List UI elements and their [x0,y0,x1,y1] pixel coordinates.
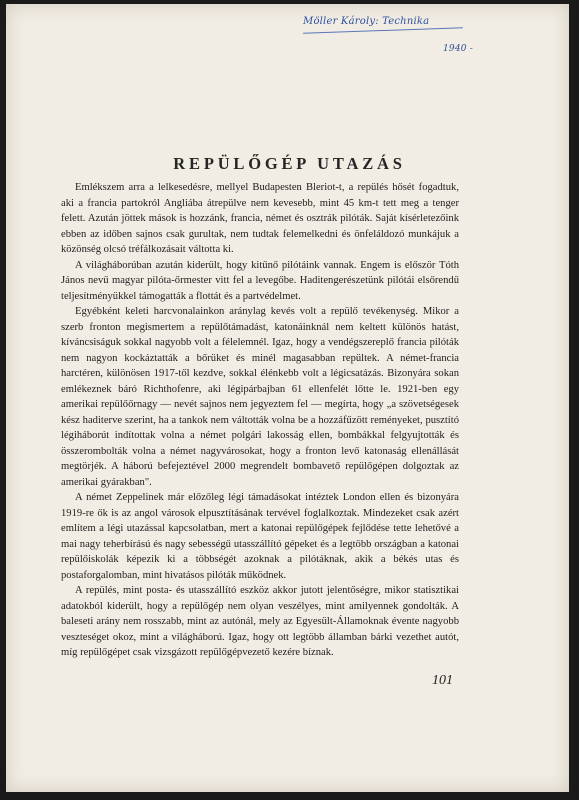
handwritten-note: Möller Károly: Technika [303,16,430,27]
page-number: 101 [432,673,453,688]
paragraph-1: Emlékszem arra a lelkesedésre, mellyel Budapesten Bleriot-t, a repülés hősét fogadtuk, aki a francia partokról Angliába átrepülve nem kevesebb, mint 45 km-t tett meg a tenger felett. Azután jöttek mások is hozzánk, francia, német és osztrák pilóták. Saját kísérletezőink ebben az időben sajnos csak gurultak, nem tudtak felemelkedni és önfeláldozó munkájuk a közönség olcsó tréfálkozásait váltotta ki. [61,182,459,255]
handwritten-underline [303,27,463,34]
paragraph-5: A repülés, mint posta- és utasszállító eszköz akkor jutott jelentőségre, mikor statisztikai adatokból kiderült, hogy a repülőgép nem olyan veszélyes, mint amilyennek gondolták. A baleseti arány nem rosszabb, mint az autónál, mely az Egyesült-Államoknak évente nagyobb veszteséget okoz, mint a világháború. Igaz, hogy ott legtöbb államban bárki vezethet autót, míg repülőgépet csak vizsgázott repülőgépvezető kezére bíznak. [61,585,459,658]
page-title: REPÜLŐGÉP UTAZÁS [173,154,406,173]
paragraph-4: A német Zeppelinek már előzőleg légi támadásokat intéztek London ellen és bizonyára 1919-re ők is az angol városok elpusztításának tervével foglalkoztak. Mindezeket csak azért említem a légi utazással kapcsolatban, mert a katonai repülőgépek fejlődése tette lehetővé a mai nagy teherbírású és nagy sebességű utasszállító gépeket és a legtöbb országban a katonai repülőiskolák képezik ki a többségét azoknak a pilótáknak, akik a békés utas és postaforgalomban, mint hivatásos pilóták működnek. [61,492,459,581]
article-body [61,180,459,661]
paragraph-2: A világháborúban azután kiderült, hogy kitűnő pilótáink vannak. Engem is először Tóth János nevű magyar pilóta-őrmester vitt fel a levegőbe. Haditengerészetünk pilótái elsőrendű teljesítményükkel támogatták a flottát és a partvédelmet. [61,259,459,302]
handwritten-year: 1940 - [443,44,474,54]
paragraph-3: Egyébként keleti harcvonalainkon aránylag kevés volt a repülő tevékenység. Mikor a szerb fronton megismertem a repülőtámadást, katonáinknál nem keltett különös hatást, kíváncsiságuk sokkal nagyobb volt a félelemnél. Igaz, hogy a vendégszereplő francia pilóták nem nagyon kockáztatták a bőrüket és minél magasabban repültek. A német-francia harctéren, különösen 1917-től kezdve, sokkal élénkebb volt a légicsatázás. Bizonyára sokan emlékeznek báró Richthofenre, aki légipárbajban 61 ellenfelét lőtte le. 1921-ben egy amerikai repülőőrnagy — nevét sajnos nem jegyeztem fel — megírta, hogy „a szövetségesek kész haditerve szerint, ha a tankok nem váltották volna be a hozzáfűzött reményeket, pusztító légiháborút indítottak volna a német polgári lakosság ellen, bombákkal felgyujtották és összerombolták volna a német nagyvárosokat, hogy a fronton levő katonaság ellenállását megtörjék. A háború befejeztével 2000 megrendelt bombavető repülőgépen dolgoztak az amerikai gyárakban". [61,306,459,488]
